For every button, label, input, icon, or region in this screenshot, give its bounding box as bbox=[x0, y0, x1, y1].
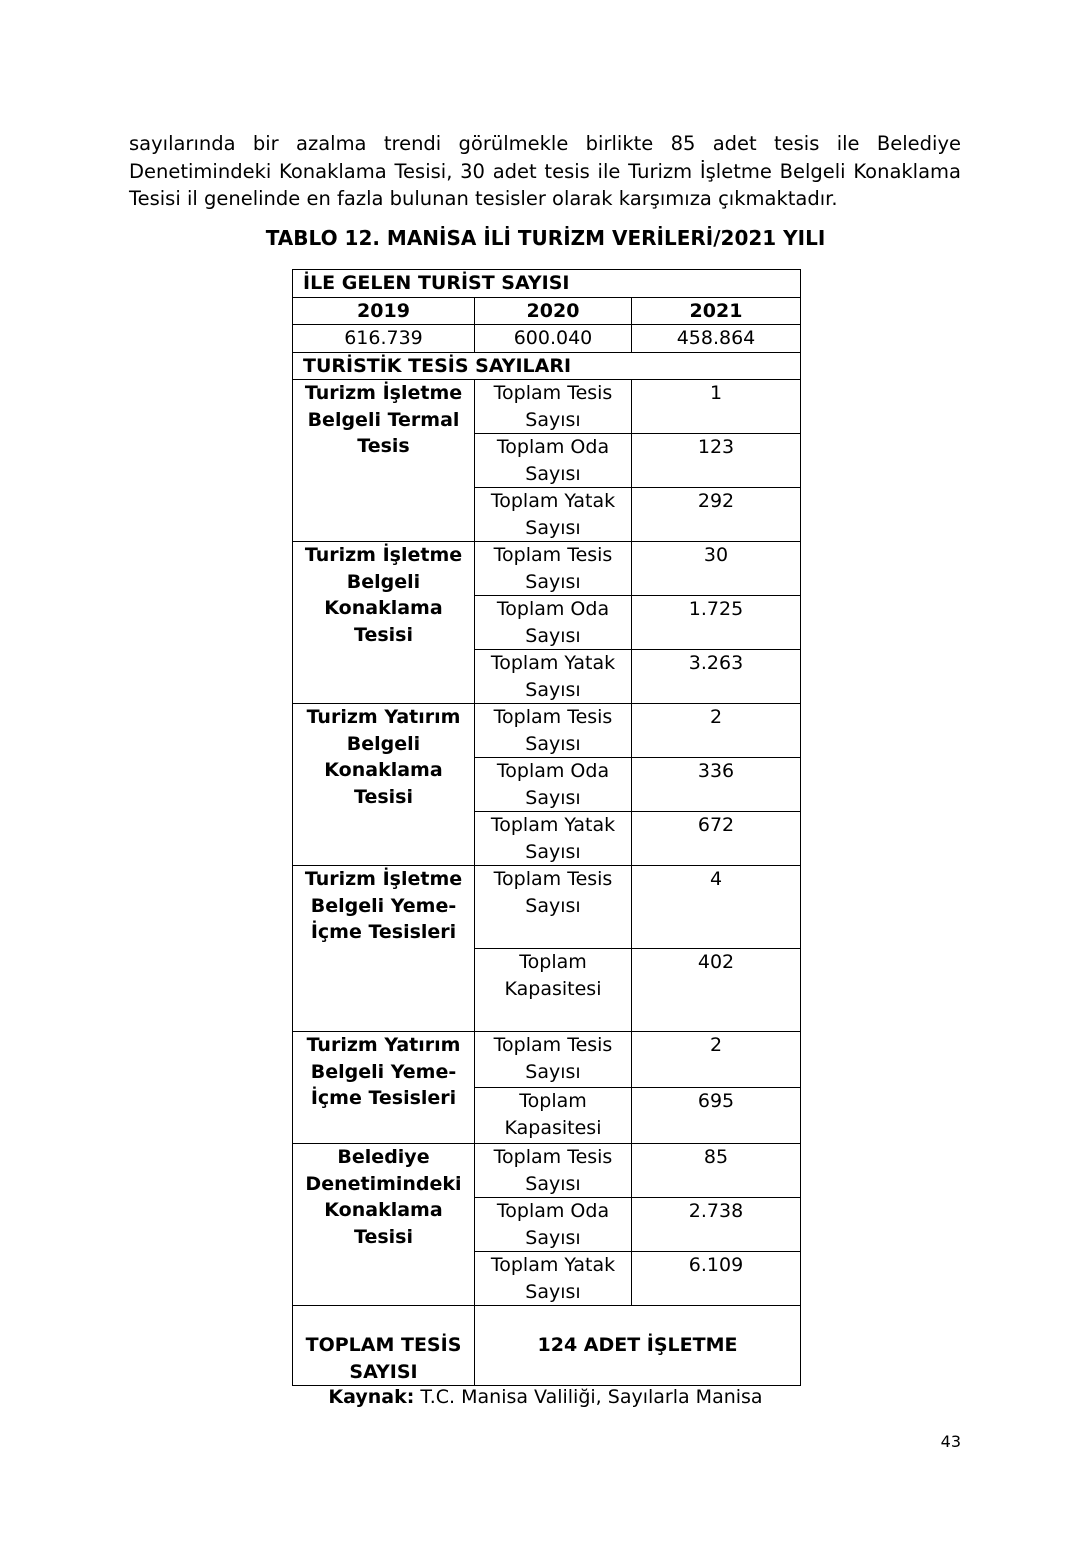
source-label: Kaynak: bbox=[328, 1386, 415, 1408]
table-row bbox=[293, 380, 801, 434]
year-header-cell: 2019 bbox=[293, 297, 475, 325]
year-header-cell: 2021 bbox=[632, 297, 801, 325]
table-row bbox=[293, 704, 801, 758]
tourist-count-cell: 616.739 bbox=[293, 325, 475, 353]
tourist-count-cell: 458.864 bbox=[632, 325, 801, 353]
table-title: TABLO 12. MANİSA İLİ TURİZM VERİLERİ/2021 YILI bbox=[265, 226, 826, 250]
metric-label: Toplam Tesis Sayısı bbox=[475, 866, 632, 949]
metric-label: Toplam Yatak Sayısı bbox=[475, 488, 632, 542]
metric-label: Toplam Oda Sayısı bbox=[475, 1198, 632, 1252]
metric-value: 4 bbox=[632, 866, 801, 949]
metric-value: 6.109 bbox=[632, 1252, 801, 1306]
metric-label: Toplam Tesis Sayısı bbox=[475, 380, 632, 434]
facility-group-name: Turizm İşletme Belgeli Yeme-İçme Tesisleri bbox=[293, 866, 475, 1032]
facility-group-name: Turizm İşletme Belgeli Konaklama Tesisi bbox=[293, 542, 475, 704]
metric-value: 695 bbox=[632, 1088, 801, 1144]
total-label: TOPLAM TESİS SAYISI bbox=[293, 1306, 475, 1386]
metric-value: 2 bbox=[632, 1032, 801, 1088]
table-row bbox=[293, 866, 801, 949]
tourist-count-cell: 600.040 bbox=[475, 325, 632, 353]
metric-label: Toplam Oda Sayısı bbox=[475, 758, 632, 812]
metric-label: Toplam Yatak Sayısı bbox=[475, 812, 632, 866]
metric-value: 2.738 bbox=[632, 1198, 801, 1252]
total-row bbox=[293, 1306, 801, 1386]
facility-count-header: TURİSTİK TESİS SAYILARI bbox=[293, 352, 801, 380]
facility-header-row bbox=[293, 352, 801, 380]
table-row bbox=[293, 1144, 801, 1198]
year-header-row bbox=[293, 297, 801, 325]
metric-label: Toplam Tesis Sayısı bbox=[475, 542, 632, 596]
year-header-cell: 2020 bbox=[475, 297, 632, 325]
metric-value: 672 bbox=[632, 812, 801, 866]
metric-value: 3.263 bbox=[632, 650, 801, 704]
metric-value: 30 bbox=[632, 542, 801, 596]
source-text: T.C. Manisa Valiliği, Sayılarla Manisa bbox=[414, 1386, 763, 1408]
metric-value: 1 bbox=[632, 380, 801, 434]
metric-label: Toplam Tesis Sayısı bbox=[475, 1032, 632, 1088]
metric-value: 1.725 bbox=[632, 596, 801, 650]
intro-paragraph: sayılarında bir azalma trendi görülmekle birlikte 85 adet tesis ile Belediye Denetimindeki Konaklama Tesisi, 30 adet tesis ile Turizm İşletme Belgeli Konaklama Tesisi il genelinde en fazla bulunan tesisler olarak karşımıza çıkmaktadır. bbox=[129, 132, 961, 210]
metric-label: Toplam Oda Sayısı bbox=[475, 596, 632, 650]
tourist-count-row bbox=[293, 325, 801, 353]
metric-value: 292 bbox=[632, 488, 801, 542]
metric-value: 85 bbox=[632, 1144, 801, 1198]
metric-label: Toplam Oda Sayısı bbox=[475, 434, 632, 488]
metric-label: Toplam Yatak Sayısı bbox=[475, 1252, 632, 1306]
source-note bbox=[0, 1386, 1091, 1408]
metric-value: 2 bbox=[632, 704, 801, 758]
metric-label: Toplam Kapasitesi bbox=[475, 949, 632, 1032]
metric-label: Toplam Tesis Sayısı bbox=[475, 704, 632, 758]
facility-group-name: Turizm Yatırım Belgeli Yeme-İçme Tesisleri bbox=[293, 1032, 475, 1144]
page-number: 43 bbox=[940, 1432, 961, 1451]
total-value: 124 ADET İŞLETME bbox=[475, 1306, 801, 1386]
metric-label: Toplam Tesis Sayısı bbox=[475, 1144, 632, 1198]
facility-group-name: Turizm İşletme Belgeli Termal Tesis bbox=[293, 380, 475, 542]
tourist-header-row bbox=[293, 270, 801, 298]
metric-label: Toplam Yatak Sayısı bbox=[475, 650, 632, 704]
facility-group-name: Belediye Denetimindeki Konaklama Tesisi bbox=[293, 1144, 475, 1306]
metric-value: 336 bbox=[632, 758, 801, 812]
facility-group-name: Turizm Yatırım Belgeli Konaklama Tesisi bbox=[293, 704, 475, 866]
metric-label: Toplam Kapasitesi bbox=[475, 1088, 632, 1144]
metric-value: 123 bbox=[632, 434, 801, 488]
table-row bbox=[293, 1032, 801, 1088]
tourism-data-table bbox=[292, 269, 801, 1386]
table-row bbox=[293, 542, 801, 596]
tourist-count-header: İLE GELEN TURİST SAYISI bbox=[293, 270, 801, 298]
metric-value: 402 bbox=[632, 949, 801, 1032]
